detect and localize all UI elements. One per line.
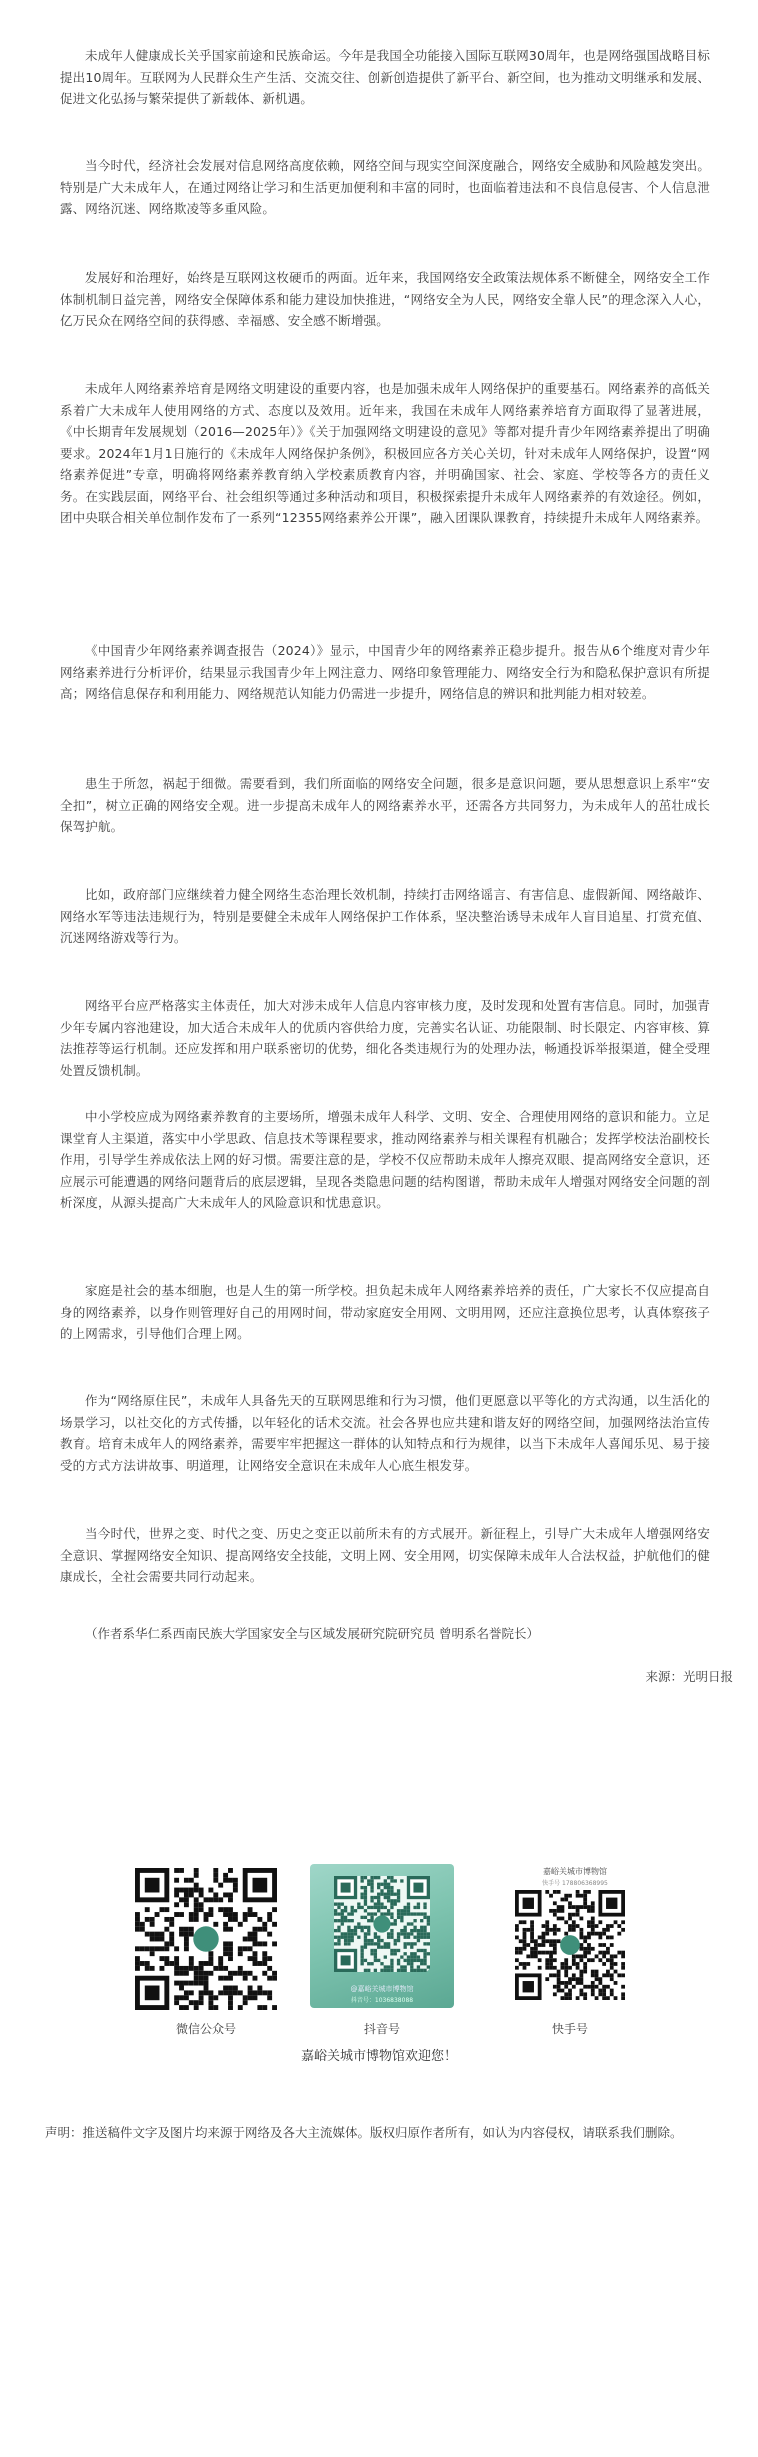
douyin-account-name: @嘉峪关城市博物馆 <box>350 1985 414 1993</box>
disclaimer: 声明：推送稿件文字及图片均来源于网络及各大主流媒体。版权归原作者所有，如认为内容侵权，请联系我们删除。 <box>45 2125 683 2140</box>
paragraph: 作为“网络原住民”，未成年人具备先天的互联网思维和行为习惯，他们更愿意以平等化的方式沟通，以生活化的场景学习，以社交化的方式传播，以年轻化的话术交流。社会各界也应共建和谐友好的网络空间，加强网络法治宣传教育。培育未成年人的网络素养，需要牢牢把握这一群体的认知特点和行为规律，以当下未成年人喜闻乐见、易于接受的方式方法讲故事、明道理，让网络安全意识在未成年人心底生根发芽。 <box>60 1393 710 1473</box>
paragraph: 比如，政府部门应继续着力健全网络生态治理长效机制，持续打击网络谣言、有害信息、虚假新闻、网络敲诈、网络水军等违法违规行为，特别是要健全未成年人网络保护工作体系，坚决整治诱导未成年人盲目追星、打赏充值、沉迷网络游戏等行为。 <box>60 887 710 945</box>
paragraph: 《中国青少年网络素养调查报告（2024）》显示，中国青少年的网络素养正稳步提升。报告从6个维度对青少年网络素养进行分析评价，结果显示我国青少年上网注意力、网络印象管理能力、网络安全行为和隐私保护意识有所提高；网络信息保存和利用能力、网络规范认知能力仍需进一步提升，网络信息的辨识和批判能力相对较差。 <box>60 643 710 701</box>
wechat-label: 微信公众号 <box>175 2022 236 2036</box>
kuaishou-subtitle: 快手号 178806368995 <box>542 1880 608 1887</box>
paragraph: 未成年人网络素养培育是网络文明建设的重要内容，也是加强未成年人网络保护的重要基石。网络素养的高低关系着广大未成年人使用网络的方式、态度以及效用。近年来，我国在未成年人网络素养培育方面取得了显著进展，《中长期青年发展规划（2016—2025年）》《关于加强网络文明建设的意见》等都对提升青少年网络素养提出了明确要求。2024年1月1日施行的《未成年人网络保护条例》，积极回应各方关心关切，针对未成年人网络保护，设置“网络素养促进”专章，明确将网络素养教育纳入学校素质教育内容，并明确国家、社会、家庭、学校等各方的责任义务。在实践层面，网络平台、社会组织等通过多种活动和项目，积极探索提升未成年人网络素养的有效途径。例如，团中央联合相关单位制作发布了一系列“12355网络素养公开课”，融入团课队课教育，持续提升未成年人网络素养。 <box>60 381 710 525</box>
welcome-message: 嘉峪关城市博物馆欢迎您！ <box>300 2049 457 2064</box>
kuaishou-label: 快手号 <box>551 2022 588 2036</box>
douyin-qr-code <box>334 1876 430 1972</box>
paragraph: 中小学校应成为网络素养教育的主要场所，增强未成年人科学、文明、安全、合理使用网络的意识和能力。立足课堂育人主渠道，落实中小学思政、信息技术等课程要求，推动网络素养与相关课程有机融合；发挥学校法治副校长作用，引导学生养成依法上网的好习惯。需要注意的是，学校不仅应帮助未成年人擦亮双眼、提高网络安全意识，还应展示可能遭遇的网络问题背后的底层逻辑，呈现各类隐患问题的结构图谱，帮助未成年人增强对网络安全问题的剖析深度，从源头提高广大未成年人的风险意识和忧患意识。 <box>60 1109 710 1210</box>
douyin-account-id: 抖音号：1036838088 <box>350 1997 414 2004</box>
douyin-qr-card[interactable] <box>310 1864 454 2008</box>
douyin-label: 抖音号 <box>363 2022 400 2036</box>
paragraph: 患生于所忽，祸起于细微。需要看到，我们所面临的网络安全问题，很多是意识问题，要从思想意识上系牢“安全扣”，树立正确的网络安全观。进一步提高未成年人的网络素养水平，还需各方共同努力，为未成年人的茁壮成长保驾护航。 <box>60 776 710 834</box>
paragraph: 当今时代，世界之变、时代之变、历史之变正以前所未有的方式展开。新征程上，引导广大未成年人增强网络安全意识、掌握网络安全知识、提高网络安全技能，文明上网、安全用网，切实保障未成年人合法权益，护航他们的健康成长，全社会需要共同行动起来。 <box>60 1526 710 1584</box>
author-note: （作者系华仁系西南民族大学国家安全与区域发展研究院研究员 曾明系名誉院长） <box>85 1626 539 1641</box>
paragraph: 发展好和治理好，始终是互联网这枚硬币的两面。近年来，我国网络安全政策法规体系不断健全，网络安全工作体制机制日益完善，网络安全保障体系和能力建设加快推进，“网络安全为人民，网络安全靠人民”的理念深入人心，亿万民众在网络空间的获得感、幸福感、安全感不断增强。 <box>60 270 710 328</box>
paragraph: 未成年人健康成长关乎国家前途和民族命运。今年是我国全功能接入国际互联网30周年，也是网络强国战略目标提出10周年。互联网为人民群众生产生活、交流交往、创新创造提供了新平台、新空间，也为推动文明继承和发展、促进文化弘扬与繁荣提供了新载体、新机遇。 <box>60 48 710 106</box>
wechat-qr-code[interactable] <box>135 1868 277 2010</box>
source-credit: 来源：光明日报 <box>645 1669 733 1684</box>
kuaishou-title: 嘉峪关城市博物馆 <box>543 1867 607 1876</box>
paragraph: 网络平台应严格落实主体责任，加大对涉未成年人信息内容审核力度，及时发现和处置有害信息。同时，加强青少年专属内容池建设，加大适合未成年人的优质内容供给力度，完善实名认证、功能限制、时长限定、内容审核、算法推荐等运行机制。还应发挥和用户联系密切的优势，细化各类违规行为的处理办法，畅通投诉举报渠道，健全受理处置反馈机制。 <box>60 998 710 1078</box>
paragraph: 当今时代，经济社会发展对信息网络高度依赖，网络空间与现实空间深度融合，网络安全威胁和风险越发突出。特别是广大未成年人，在通过网络让学习和生活更加便利和丰富的同时，也面临着违法和不良信息侵害、个人信息泄露、网络沉迷、网络欺凌等多重风险。 <box>60 158 710 216</box>
kuaishou-qr-code[interactable] <box>515 1890 625 2000</box>
paragraph: 家庭是社会的基本细胞，也是人生的第一所学校。担负起未成年人网络素养培养的责任，广大家长不仅应提高自身的网络素养，以身作则管理好自己的用网时间，带动家庭安全用网、文明用网，还应注意换位思考，认真体察孩子的上网需求，引导他们合理上网。 <box>60 1283 710 1341</box>
